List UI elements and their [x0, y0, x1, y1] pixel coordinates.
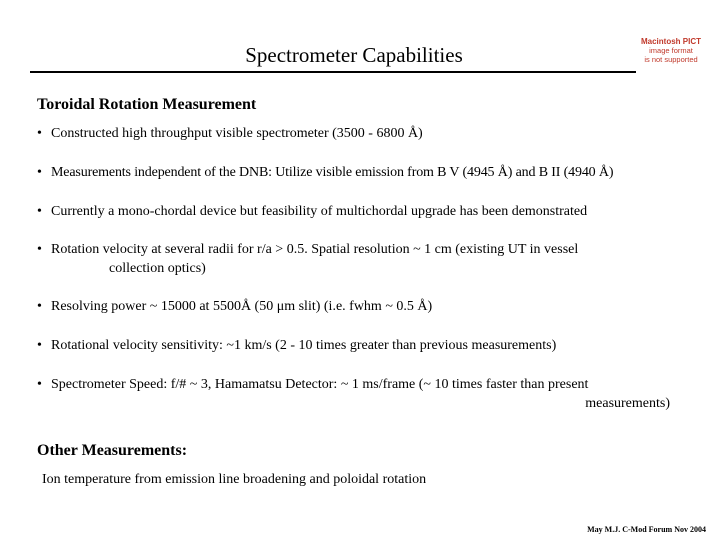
title-underline: [30, 71, 636, 73]
bullet-text: Measurements independent of the DNB: Utilize visible emission from B V (4945 Å) and B II (4940 Å): [51, 165, 614, 180]
bullet-marker: •: [37, 126, 42, 141]
bullet-text: Currently a mono-chordal device but feasibility of multichordal upgrade has been demonstrated: [51, 204, 588, 219]
bullet-text: Rotational velocity sensitivity: ~1 km/s (2 - 10 times greater than previous measurements): [51, 338, 557, 353]
bullet-marker: •: [37, 338, 42, 353]
pict-notice-line-2: image format: [649, 46, 693, 55]
bullet-text: Spectrometer Speed: f/# ~ 3, Hamamatsu Detector: ~ 1 ms/frame (~ 10 times faster than present: [51, 377, 589, 392]
footer-credit: May M.J. C-Mod Forum Nov 2004: [587, 525, 706, 534]
bullet-continuation: collection optics): [109, 261, 206, 276]
pict-notice-line-1: Macintosh PICT: [640, 37, 701, 46]
bullet-marker: •: [37, 377, 42, 392]
bullet-marker: •: [37, 242, 42, 257]
bullet-marker: •: [37, 204, 42, 219]
bullet-marker: •: [37, 299, 42, 314]
other-measurements-text: Ion temperature from emission line broadening and poloidal rotation: [42, 472, 427, 487]
bullet-marker: •: [37, 165, 42, 180]
bullet-text: Rotation velocity at several radii for r/a > 0.5. Spatial resolution ~ 1 cm (existing UT in vessel: [51, 242, 579, 257]
bullet-continuation: measurements): [585, 396, 670, 411]
section-heading-other: Other Measurements:: [37, 442, 188, 459]
bullet-text: Resolving power ~ 15000 at 5500Å (50 μm slit) (i.e. fwhm ~ 0.5 Å): [51, 299, 433, 314]
unsupported-image-placeholder: [640, 37, 702, 64]
pict-notice-line-3: is not supported: [644, 55, 698, 64]
section-heading-toroidal: Toroidal Rotation Measurement: [37, 96, 257, 113]
bullet-text: Constructed high throughput visible spectrometer (3500 - 6800 Å): [51, 126, 423, 141]
slide-title: Spectrometer Capabilities: [245, 43, 463, 67]
